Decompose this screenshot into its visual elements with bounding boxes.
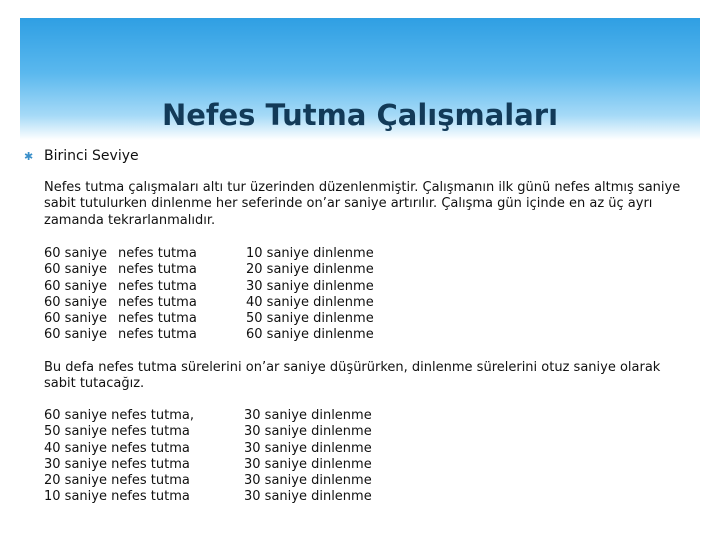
hold-label: nefes tutma	[118, 262, 197, 278]
rest-duration: 30 saniye dinlenme	[244, 440, 372, 456]
asterisk-bullet-icon: ✱	[24, 149, 34, 163]
set2-table	[44, 408, 372, 506]
set1-row	[44, 279, 374, 295]
hold-duration: 60 saniye	[44, 278, 107, 294]
rest-duration: 40 saniye dinlenme	[246, 294, 374, 310]
slide-title: Nefes Tutma Çalışmaları	[161, 98, 559, 132]
hold-label: nefes tutma	[118, 294, 197, 310]
set1-row	[44, 327, 374, 343]
bullet-label: Birinci Seviye	[44, 148, 139, 164]
hold-duration: 60 saniye	[44, 246, 107, 261]
hold-label: nefes tutma	[118, 311, 197, 327]
intro-paragraph: Nefes tutma çalışmaları altı tur üzerinden düzenlenmiştir. Çalışmanın ilk günü nefes altmış saniye sabit tutulurken dinlenme her seferinde on’ar saniye artırılır. Çalışma gün içinde en az üç ayrı zamanda tekrarlanmalıdır.	[44, 180, 681, 228]
hold-label: nefes tutma	[118, 246, 197, 261]
rest-duration: 30 saniye dinlenme	[244, 473, 372, 489]
hold-duration: 60 saniye	[44, 294, 107, 310]
rest-duration: 30 saniye dinlenme	[244, 489, 372, 505]
hold-duration: 60 saniye	[44, 311, 107, 327]
hold-label: nefes tutma	[118, 327, 197, 343]
set1-row	[44, 262, 374, 278]
hold-duration: 60 saniye nefes tutma,	[44, 408, 195, 423]
set1-row	[44, 311, 374, 327]
bullet-item	[24, 148, 139, 164]
rest-duration: 10 saniye dinlenme	[246, 246, 374, 261]
hold-duration: 40 saniye nefes tutma	[44, 440, 190, 456]
rest-duration: 30 saniye dinlenme	[244, 408, 372, 423]
set2-row	[44, 457, 372, 473]
hold-duration: 60 saniye	[44, 262, 107, 278]
set1-table	[44, 246, 374, 344]
rest-duration: 50 saniye dinlenme	[246, 311, 374, 327]
set2-row	[44, 473, 372, 489]
rest-duration: 60 saniye dinlenme	[246, 327, 374, 343]
hold-duration: 50 saniye nefes tutma	[44, 424, 190, 440]
set2-row	[44, 408, 372, 424]
set2-row	[44, 424, 372, 440]
set2-row	[44, 441, 372, 457]
hold-label: nefes tutma	[118, 278, 197, 294]
rest-duration: 20 saniye dinlenme	[246, 262, 374, 278]
hold-duration: 30 saniye nefes tutma	[44, 456, 190, 472]
hold-duration: 60 saniye	[44, 327, 107, 343]
hold-duration: 10 saniye nefes tutma	[44, 489, 190, 505]
title-banner	[20, 18, 700, 140]
set1-row	[44, 295, 374, 311]
rest-duration: 30 saniye dinlenme	[244, 424, 372, 440]
hold-duration: 20 saniye nefes tutma	[44, 473, 190, 489]
set2-row	[44, 489, 372, 505]
set1-row	[44, 246, 374, 262]
second-paragraph: Bu defa nefes tutma sürelerini on’ar saniye düşürürken, dinlenme sürelerini otuz saniye olarak sabit tutacağız.	[44, 360, 661, 392]
rest-duration: 30 saniye dinlenme	[246, 278, 374, 294]
rest-duration: 30 saniye dinlenme	[244, 456, 372, 472]
